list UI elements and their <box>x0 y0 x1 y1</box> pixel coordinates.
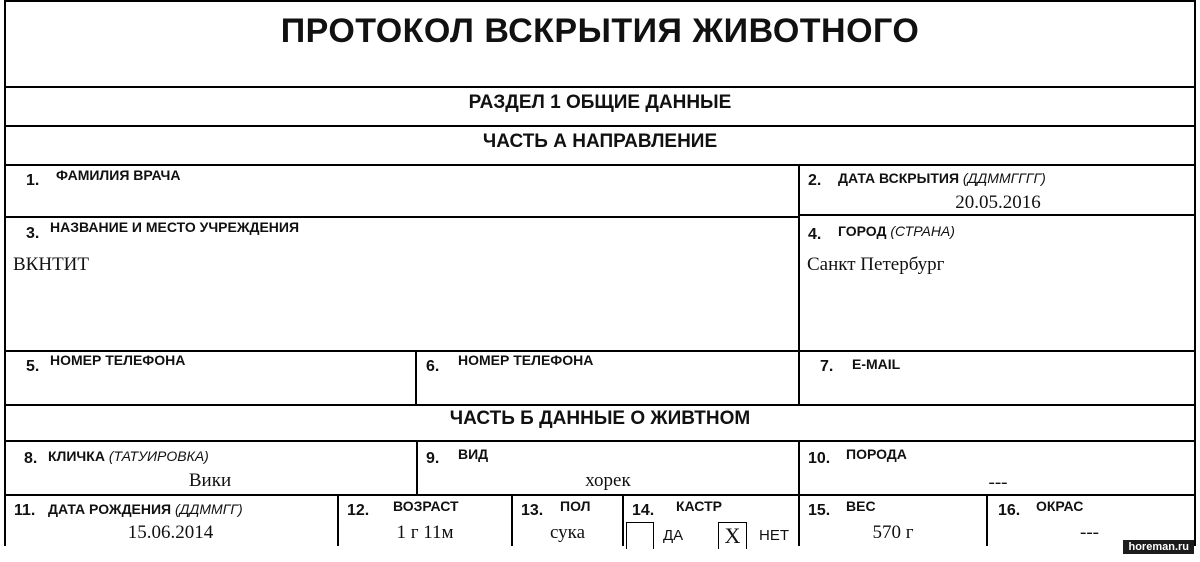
field-number: 6. <box>426 358 440 375</box>
field-label: КАСТР <box>676 498 722 514</box>
field-number: 10. <box>808 450 831 467</box>
divider-title <box>4 86 1196 88</box>
field-label: НОМЕР ТЕЛЕФОНА <box>50 352 186 368</box>
field-number: 12. <box>347 502 370 519</box>
field-hint: (СТРАНА) <box>890 223 955 239</box>
field-value: 570 г <box>872 522 914 543</box>
field-label: ДАТА ВСКРЫТИЯ (ДДММГГГГ) <box>838 170 1046 186</box>
field-number: 7. <box>820 358 834 375</box>
field-label: НОМЕР ТЕЛЕФОНА <box>458 352 594 368</box>
castrated-yes-label: ДА <box>663 527 684 544</box>
field-number: 3. <box>26 225 40 242</box>
border-right <box>1194 0 1196 546</box>
border-top <box>4 0 1196 2</box>
watermark: horeman.ru <box>1123 540 1194 554</box>
divider-partA <box>4 164 1196 166</box>
col-divider-h <box>986 494 988 546</box>
field-value: 1 г 11м <box>396 522 454 543</box>
field-number: 9. <box>426 450 440 467</box>
field-label: E-MAIL <box>852 356 901 372</box>
divider-section1 <box>4 125 1196 127</box>
field-value: сука <box>549 522 586 543</box>
part-a-heading: ЧАСТЬ А НАПРАВЛЕНИЕ <box>482 131 718 152</box>
field-label: ГОРОД (СТРАНА) <box>838 223 955 239</box>
field-number: 15. <box>808 502 831 519</box>
field-number: 11. <box>14 502 36 519</box>
field-hint: (ТАТУИРОВКА) <box>108 448 209 464</box>
field-number: 2. <box>808 172 822 189</box>
divider-partB <box>4 440 1196 442</box>
divider-f2 <box>798 214 1196 216</box>
divider-f1 <box>4 216 800 218</box>
field-value: --- <box>1080 522 1099 543</box>
field-hint: (ДДММГГ) <box>175 501 243 517</box>
field-value: Вики <box>188 470 232 491</box>
field-label: ВЕС <box>846 498 876 514</box>
border-left <box>4 0 6 546</box>
field-number: 8. <box>24 450 38 467</box>
field-value: 15.06.2014 <box>127 522 214 543</box>
field-number: 14. <box>632 502 655 519</box>
field-label: ВИД <box>458 446 489 462</box>
field-label: ОКРАС <box>1036 498 1084 514</box>
castrated-no-label: НЕТ <box>759 527 789 544</box>
section-heading: РАЗДЕЛ 1 ОБЩИЕ ДАННЫЕ <box>468 92 732 113</box>
field-number: 1. <box>26 172 40 189</box>
field-value: 20.05.2016 <box>955 192 1041 213</box>
field-label: ВОЗРАСТ <box>393 498 459 514</box>
field-number: 4. <box>808 226 822 243</box>
field-value: --- <box>988 472 1008 493</box>
field-label: НАЗВАНИЕ И МЕСТО УЧРЕЖДЕНИЯ <box>50 219 300 235</box>
field-label: ДАТА РОЖДЕНИЯ (ДДММГГ) <box>48 501 243 517</box>
part-b-heading: ЧАСТЬ Б ДАННЫЕ О ЖИВТНОМ <box>449 408 751 429</box>
field-number: 5. <box>26 358 40 375</box>
castrated-no-mark: X <box>724 523 741 548</box>
field-number: 16. <box>998 502 1021 519</box>
field-value: Санкт Петербург <box>807 254 945 275</box>
field-value: ВКНТИТ <box>13 254 89 275</box>
castrated-yes-checkbox[interactable] <box>626 522 654 549</box>
field-label: ПОЛ <box>560 498 591 514</box>
field-number: 13. <box>521 502 544 519</box>
col-divider-g <box>622 494 624 546</box>
divider-row6 <box>4 494 1196 496</box>
field-hint: (ДДММГГГГ) <box>962 170 1046 186</box>
field-label: КЛИЧКА (ТАТУИРОВКА) <box>48 448 209 464</box>
field-label: ПОРОДА <box>846 446 907 462</box>
divider-row4 <box>4 404 1196 406</box>
field-label: ФАМИЛИЯ ВРАЧА <box>56 167 181 183</box>
page-title: ПРОТОКОЛ ВСКРЫТИЯ ЖИВОТНОГО <box>280 12 920 50</box>
field-value: хорек <box>585 470 631 491</box>
col-divider-b <box>415 350 417 404</box>
